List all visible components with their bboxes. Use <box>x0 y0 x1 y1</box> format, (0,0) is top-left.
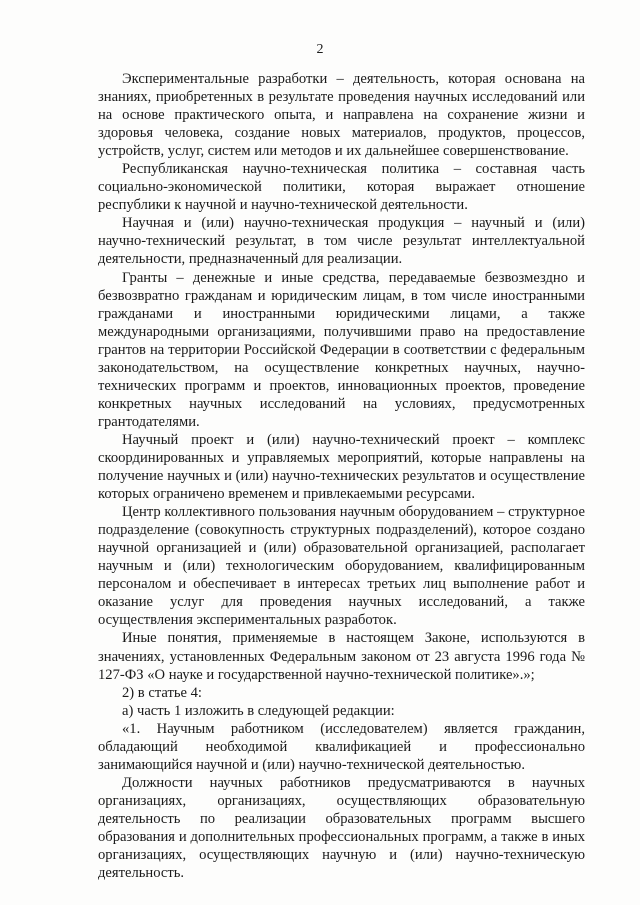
paragraph-other-concepts: Иные понятия, применяемые в настоящем Законе, используются в значениях, установленных Федеральным законом от 23 августа 1996 года № 127-ФЗ «О науке и государственной научно-технической политике».»; <box>98 630 585 683</box>
paragraph-scientific-project: Научный проект и (или) научно-технический проект – комплекс скоординированных и управляемых мероприятий, которые направлены на получение научных и (или) научно-технических результатов и осуществление которых ограничено временем и привлекаемыми ресурсами. <box>98 431 585 503</box>
paragraph-grants: Гранты – денежные и иные средства, передаваемые безвозмездно и безвозвратно гражданам и юридическим лицам, в том числе иностранными гражданами и иностранными юридическими лицами, а также международными организациями, получившими право на предоставление грантов на территории Российской Федерации в соответствии с федеральным законодательством, на осуществление конкретных научных, научно-технических программ и проектов, инновационных проектов, проведение конкретных научных исследований на условиях, предусмотренных грантодателями. <box>98 269 585 430</box>
page-number: 2 <box>316 42 324 57</box>
paragraph-scientific-product: Научная и (или) научно-техническая продукция – научный и (или) научно-технический результат, в том числе результат интеллектуальной деятельности, предназначенный для реализации. <box>98 215 585 268</box>
paragraph-article-4: 2) в статье 4: <box>122 684 202 701</box>
paragraph-part-1: а) часть 1 изложить в следующей редакции: <box>122 702 395 719</box>
paragraph-shared-use-center: Центр коллективного пользования научным оборудованием – структурное подразделение (совокупность структурных подразделений), которое создано научной организацией и (или) образовательной организацией, располагает научным и (или) технологическим оборудованием, квалифицированным персоналом и обеспечивает в интересах третьих лиц выполнение работ и оказание услуг для проведения научных исследований, а также осуществления экспериментальных разработок. <box>98 504 585 629</box>
paragraph-researcher-positions: Должности научных работников предусматриваются в научных организациях, организациях, осуществляющих образовательную деятельность по реализации образовательных программ высшего образования и дополнительных профессиональных программ, а также в иных организациях, осуществляющих научную и (или) научно-техническую деятельность. <box>98 774 585 882</box>
paragraph-researcher-definition: «1. Научным работником (исследователем) является гражданин, обладающий необходимой квалификацией и профессионально занимающийся научной и (или) научно-технической деятельностью. <box>98 720 585 773</box>
document-body <box>98 70 585 882</box>
paragraph-science-policy: Республиканская научно-техническая политика – составная часть социально-экономической политики, которая выражает отношение республики к научной и научно-технической деятельности. <box>98 161 585 214</box>
paragraph-experimental-development: Экспериментальные разработки – деятельность, которая основана на знаниях, приобретенных в результате проведения научных исследований или на основе практического опыта, и направлена на сохранение жизни и здоровья человека, создание новых материалов, продуктов, процессов, устройств, услуг, систем или методов и их дальнейшее совершенствование. <box>98 71 585 160</box>
